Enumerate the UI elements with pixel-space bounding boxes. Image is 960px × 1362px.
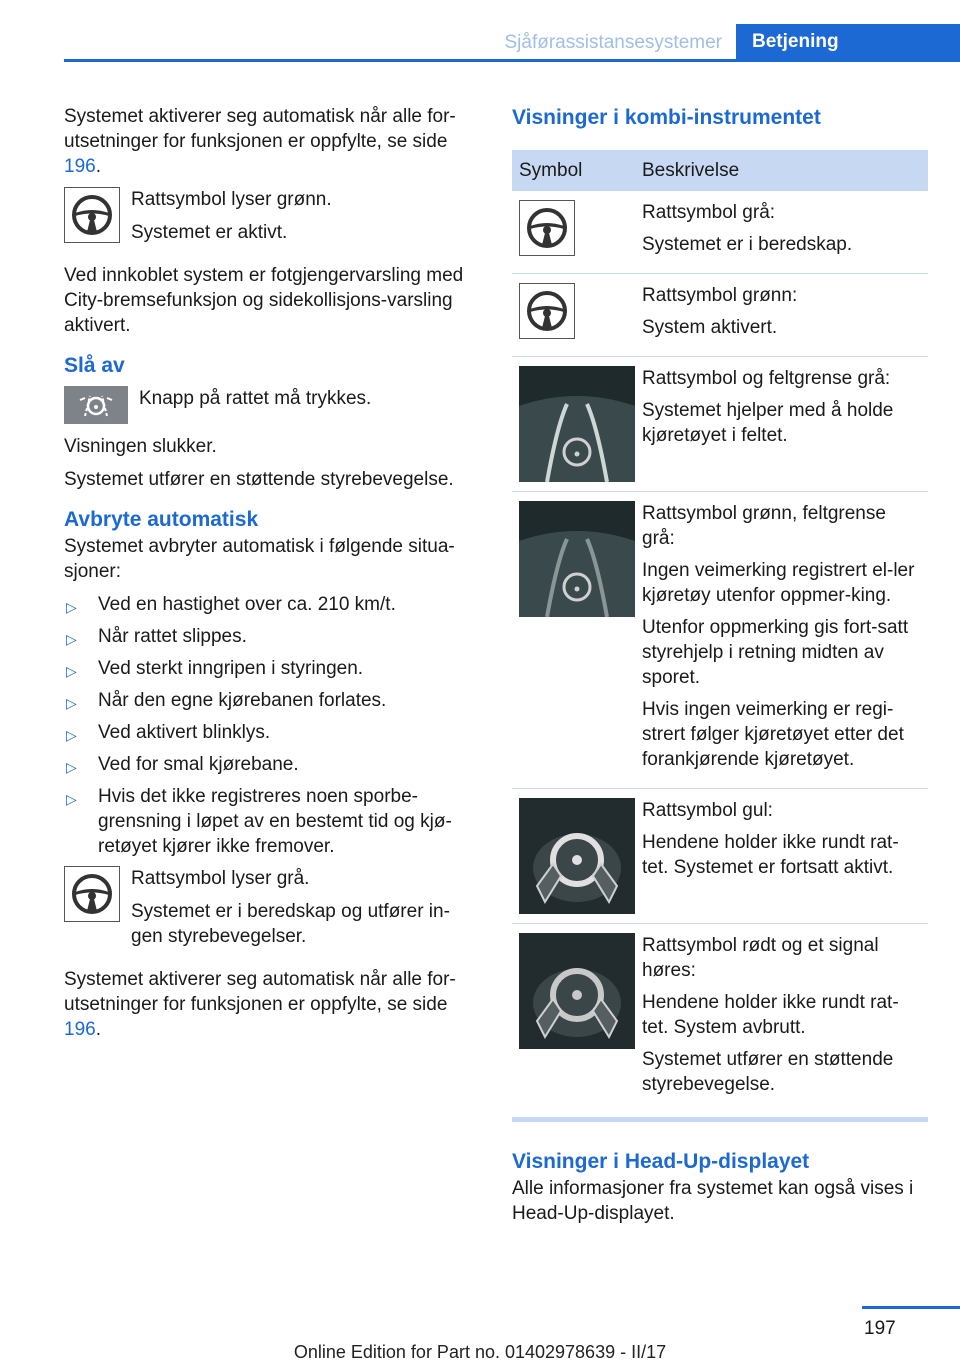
- bullet-triangle-icon: ▷: [66, 791, 77, 807]
- bullet-triangle-icon: ▷: [66, 695, 77, 711]
- paragraph-display-off: Visningen slukker.: [64, 436, 217, 457]
- icon-note-line: Rattsymbol lyser grønn.: [131, 189, 332, 210]
- bullet-triangle-icon: ▷: [66, 599, 77, 615]
- list-item: ▷ Når den egne kjørebanen forlates.: [64, 688, 478, 713]
- paragraph-hud: Alle informasjoner fra systemet kan også vises i Head-Up-displayet.: [512, 1178, 914, 1224]
- list-item: ▷ Ved for smal kjørebane.: [64, 752, 478, 777]
- cluster-hands-on-wheel-icon: [519, 933, 635, 1049]
- heading-hud: Visninger i Head-Up-displayet: [512, 1150, 810, 1173]
- steering-wheel-icon: [64, 187, 120, 243]
- heading-auto-abort: Avbryte automatisk: [64, 508, 259, 531]
- paragraph-activation-repeat: Systemet aktiverer seg automatisk når alle for-utsetninger for funksjonen er oppfylte, se side 196.: [64, 969, 456, 1040]
- bullet-triangle-icon: ▷: [66, 631, 77, 647]
- abort-conditions-list: [64, 592, 478, 859]
- header-section-title: Sjåførassistansesystemer: [504, 32, 722, 53]
- edition-note: Online Edition for Part no. 01402978639 - II/17: [293, 1342, 667, 1362]
- right-column: [512, 104, 928, 1234]
- header-rule: [64, 59, 960, 62]
- steering-wheel-icon: [519, 283, 575, 339]
- bullet-triangle-icon: ▷: [66, 759, 77, 775]
- button-note: [64, 386, 478, 424]
- bullet-triangle-icon: ▷: [66, 727, 77, 743]
- cluster-hands-on-wheel-icon: [519, 798, 635, 914]
- table-end-rule: [512, 1117, 928, 1122]
- table-row: Rattsymbol grå: Systemet er i beredskap.: [512, 191, 928, 274]
- icon-note-line: Systemet er aktivt.: [131, 222, 288, 243]
- left-column: [64, 104, 478, 1050]
- table-row: Rattsymbol grønn: System aktivert.: [512, 274, 928, 357]
- list-item: ▷ Når rattet slippes.: [64, 624, 478, 649]
- symbol-table: [512, 150, 928, 1113]
- heading-cluster-displays: Visninger i kombi-instrumentet: [512, 106, 821, 129]
- steering-wheel-icon: [64, 866, 120, 922]
- cluster-lane-display-icon: [519, 366, 635, 482]
- table-header-symbol: Symbol: [512, 150, 636, 191]
- cluster-lane-display-icon: [519, 501, 635, 617]
- page-number: 197: [864, 1318, 896, 1339]
- header-chapter-tab: Betjening: [736, 24, 960, 60]
- paragraph-warnings: Ved innkoblet system er fotgjengervarsling med City-bremsefunksjon og sidekollisjons-varsling aktivert.: [64, 265, 464, 336]
- heading-turn-off: Slå av: [64, 354, 125, 377]
- list-item: ▷ Ved sterkt inngripen i styringen.: [64, 656, 478, 681]
- paragraph-activation: Systemet aktiverer seg automatisk når alle for-utsetninger for funksjonen er oppfylte, se side 196.: [64, 106, 456, 177]
- table-header-row: [512, 150, 928, 191]
- table-row: Rattsymbol rødt og et signal høres: Hendene holder ikke rundt rat-tet. System avbrutt. Systemet utfører en støttende styrebevegelse.: [512, 924, 928, 1114]
- table-header-description: Beskrivelse: [636, 150, 928, 191]
- list-item: ▷ Ved aktivert blinklys.: [64, 720, 478, 745]
- table-row: Rattsymbol grønn, feltgrense grå: Ingen veimerking registrert el-ler kjøretøy utenfor oppmer-king. Utenfor oppmerking gis fort-satt styrehjelp i retning midten av sporet. Hvis ingen veimerking er regi-strert følger kjøretøyet etter det forankjørende kjøretøyet.: [512, 492, 928, 789]
- table-row: Rattsymbol og feltgrense grå: Systemet hjelper med å holde kjøretøyet i feltet.: [512, 357, 928, 492]
- list-item: ▷ Ved en hastighet over ca. 210 km/t.: [64, 592, 478, 617]
- icon-note-grey: [64, 866, 478, 957]
- lane-assist-button-icon: [64, 386, 128, 424]
- list-item: ▷ Hvis det ikke registreres noen sporbe-grensning i løpet av en bestemt tid og kjø-retøyet kjører ikke fremover.: [66, 786, 452, 857]
- page-link[interactable]: 196: [64, 1019, 96, 1040]
- page-header: [64, 24, 960, 62]
- icon-note-green: [64, 187, 478, 253]
- steering-wheel-icon: [519, 200, 575, 256]
- paragraph-steering-support: Systemet utfører en støttende styrebevegelse.: [64, 469, 454, 490]
- button-note-text: Knapp på rattet må trykkes.: [139, 388, 372, 409]
- page-link[interactable]: 196: [64, 156, 96, 177]
- icon-note-line: Systemet er i beredskap og utfører in-gen styrebevegelser.: [131, 901, 450, 947]
- icon-note-line: Rattsymbol lyser grå.: [131, 868, 310, 889]
- bullet-triangle-icon: ▷: [66, 663, 77, 679]
- paragraph-abort-intro: Systemet avbryter automatisk i følgende situa-sjoner:: [64, 536, 455, 582]
- table-row: Rattsymbol gul: Hendene holder ikke rundt rat-tet. Systemet er fortsatt aktivt.: [512, 789, 928, 924]
- footer-rule: [862, 1306, 960, 1309]
